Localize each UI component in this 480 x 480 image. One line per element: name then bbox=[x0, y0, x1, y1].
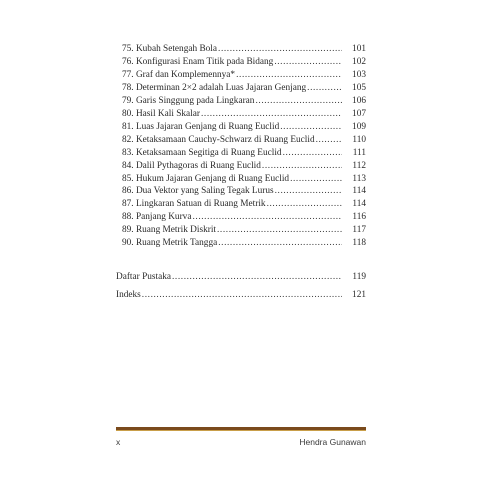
dot-leader bbox=[267, 198, 342, 210]
toc-entry-title: 88. Panjang Kurva bbox=[122, 212, 192, 223]
toc-entry bbox=[122, 95, 366, 107]
toc-entry bbox=[122, 121, 366, 133]
toc-entry-page: 107 bbox=[352, 108, 366, 119]
dot-leader bbox=[275, 185, 342, 197]
toc-entry bbox=[122, 198, 366, 210]
footer-author: Hendra Gunawan bbox=[299, 437, 366, 447]
dot-leader bbox=[218, 43, 342, 55]
toc-entry-page: 111 bbox=[352, 147, 366, 158]
dot-leader bbox=[262, 160, 342, 172]
toc-entry-title: 76. Konfigurasi Enam Titik pada Bidang bbox=[122, 56, 274, 67]
toc-entry-page: 110 bbox=[352, 134, 366, 145]
toc-entry-page: 102 bbox=[352, 56, 366, 67]
toc-entry-title: 90. Ruang Metrik Tangga bbox=[122, 238, 218, 249]
toc-back-matter-entry bbox=[116, 271, 366, 283]
toc-entry-page: 116 bbox=[352, 212, 366, 223]
toc-entry bbox=[122, 224, 366, 236]
toc-entry-page: 109 bbox=[352, 121, 366, 132]
toc-entry bbox=[122, 211, 366, 223]
dot-leader bbox=[283, 147, 342, 159]
dot-leader bbox=[274, 56, 342, 68]
toc-entry-title: 83. Ketaksamaan Segitiga di Ruang Euclid bbox=[122, 147, 282, 158]
toc-entry-title: 84. Dalil Pythagoras di Ruang Euclid bbox=[122, 160, 261, 171]
dot-leader bbox=[217, 224, 342, 236]
toc-entry-title: 89. Ruang Metrik Diskrit bbox=[122, 225, 216, 236]
toc-entry-title: 81. Luas Jajaran Genjang di Ruang Euclid bbox=[122, 121, 280, 132]
dot-leader bbox=[307, 82, 342, 94]
dot-leader bbox=[290, 173, 342, 185]
toc-entry-title: 85. Hukum Jajaran Genjang di Ruang Euclid bbox=[122, 173, 290, 184]
dot-leader bbox=[236, 69, 342, 81]
toc-entry bbox=[122, 56, 366, 68]
toc-entry bbox=[122, 82, 366, 94]
dot-leader bbox=[316, 134, 342, 146]
toc-entry bbox=[122, 160, 366, 172]
toc-entry-page: 105 bbox=[352, 82, 366, 93]
dot-leader bbox=[255, 95, 342, 107]
toc-entry-title: 77. Graf dan Komplemennya* bbox=[122, 69, 236, 80]
toc-entry-title: 79. Garis Singgung pada Lingkaran bbox=[122, 95, 255, 106]
toc-entry-page: 114 bbox=[352, 199, 366, 210]
toc-entry-page: 118 bbox=[352, 238, 366, 249]
dot-leader bbox=[172, 271, 342, 283]
dot-leader bbox=[201, 108, 342, 120]
toc-back-matter-entry bbox=[116, 289, 366, 301]
toc-entry bbox=[122, 69, 366, 81]
toc-entry-title: 80. Hasil Kali Skalar bbox=[122, 108, 200, 119]
toc-entry-page: 112 bbox=[352, 160, 366, 171]
dot-leader bbox=[218, 237, 342, 249]
toc-entry-title: 86. Dua Vektor yang Saling Tegak Lurus bbox=[122, 186, 274, 197]
toc-entry-title: Daftar Pustaka bbox=[116, 272, 171, 282]
toc-entry bbox=[122, 185, 366, 197]
toc-entry-page: 103 bbox=[352, 69, 366, 80]
toc-entry-title: 82. Ketaksamaan Cauchy-Schwarz di Ruang Euclid bbox=[122, 134, 315, 145]
toc-entry bbox=[122, 134, 366, 146]
footer-page-number: x bbox=[116, 437, 121, 447]
dot-leader bbox=[142, 289, 342, 301]
toc-entry-page: 117 bbox=[352, 225, 366, 236]
toc-entry bbox=[122, 108, 366, 120]
toc-entry-page: 119 bbox=[352, 272, 366, 282]
toc-entry-title: Indeks bbox=[116, 290, 141, 300]
toc-entry-title: 75. Kubah Setengah Bola bbox=[122, 44, 218, 54]
toc-entry-page: 113 bbox=[352, 173, 366, 184]
toc-entry-page: 114 bbox=[352, 186, 366, 197]
toc-entry bbox=[122, 147, 366, 159]
toc-entry-page: 121 bbox=[352, 290, 366, 300]
toc-entry bbox=[122, 237, 366, 249]
dot-leader bbox=[280, 121, 342, 133]
toc-entry bbox=[122, 43, 366, 55]
toc-entry-page: 101 bbox=[352, 44, 366, 54]
dot-leader bbox=[192, 211, 342, 223]
footer-rule-light bbox=[116, 430, 366, 431]
toc-entry-title: 87. Lingkaran Satuan di Ruang Metrik bbox=[122, 199, 266, 210]
toc-entry bbox=[122, 173, 366, 185]
toc-entry-title: 78. Determinan 2×2 adalah Luas Jajaran Genjang bbox=[122, 82, 307, 93]
toc-entry-page: 106 bbox=[352, 95, 366, 106]
